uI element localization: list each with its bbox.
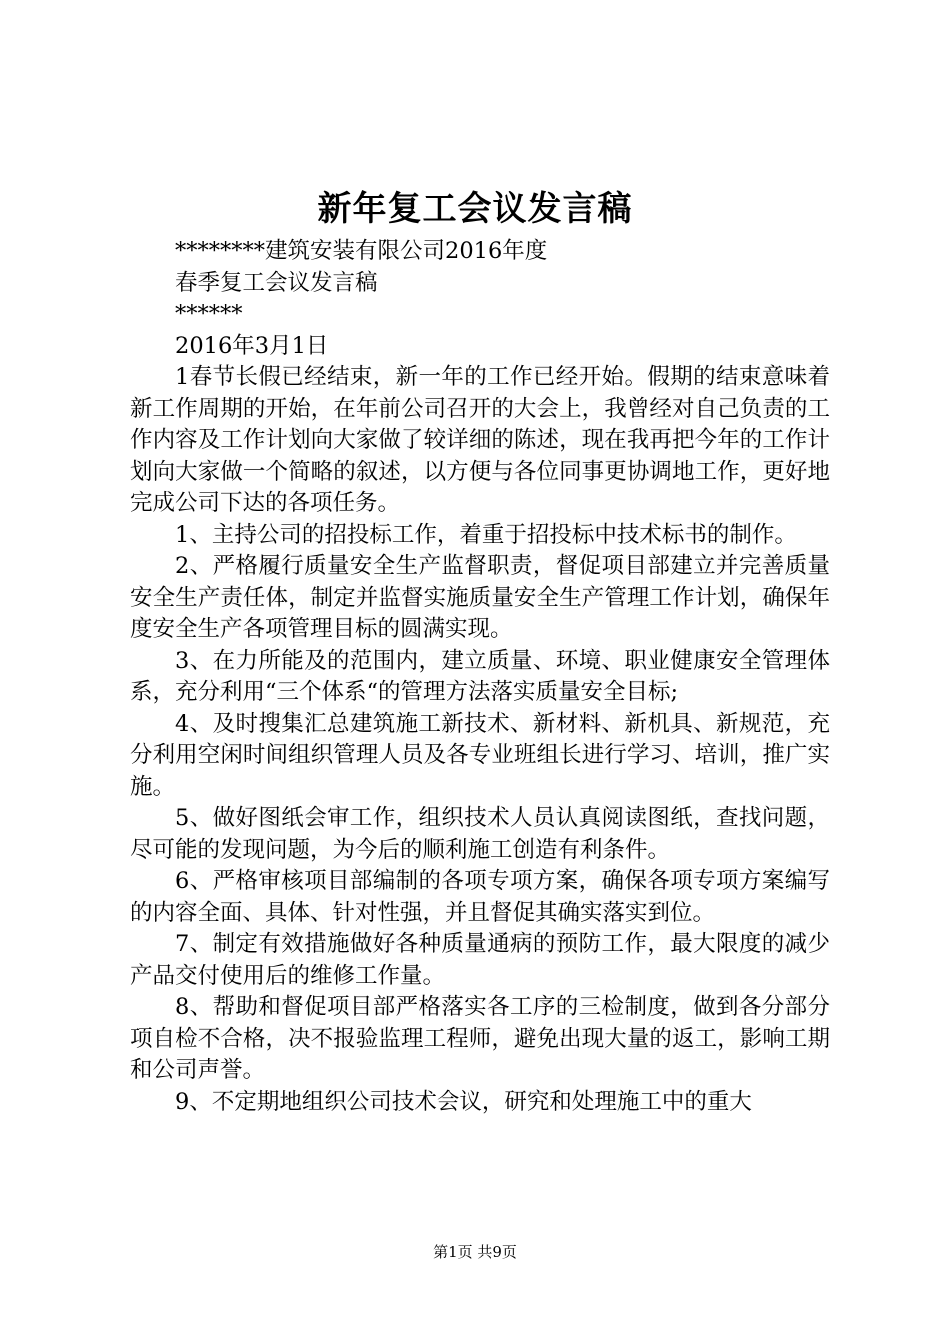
document-title: 新年复工会议发言稿 (317, 189, 633, 229)
header-line-author: ****** (175, 301, 243, 327)
paragraph-intro: 1春节长假已经结束，新一年的工作已经开始。假期的结束意味着新工作周期的开始，在年前公司召开的大会上，我曾经对自己负责的工作内容及工作计划向大家做了较详细的陈述，现在我再把今年的工作计划向大家做一个简略的叙述，以方便与各位同事更协调地工作，更好地完成公司下达的各项任务。 (130, 364, 830, 516)
header-line-date: 2016年3月1日 (175, 332, 329, 359)
page-footer: 第1页 共9页 (433, 1243, 517, 1261)
paragraph-item-7: 7、制定有效措施做好各种质量通病的预防工作，最大限度的减少产品交付使用后的维修工作量。 (130, 931, 830, 989)
paragraph-item-9: 9、不定期地组织公司技术会议，研究和处理施工中的重大 (175, 1088, 752, 1115)
document-body (130, 236, 830, 1118)
paragraph-item-5: 5、做好图纸会审工作，组织技术人员认真阅读图纸，查找问题，尽可能的发现问题，为今后的顺利施工创造有利条件。 (130, 805, 830, 863)
paragraph-item-4: 4、及时搜集汇总建筑施工新技术、新材料、新机具、新规范，充分利用空闲时间组织管理人员及各专业班组长进行学习、培训，推广实施。 (130, 710, 830, 800)
paragraph-item-8: 8、帮助和督促项目部严格落实各工序的三检制度，做到各分部分项自检不合格，决不报验监理工程师，避免出现大量的返工，影响工期和公司声誉。 (130, 994, 830, 1083)
paragraph-item-3: 3、在力所能及的范围内，建立质量、环境、职业健康安全管理体系，充分利用“三个体系“的管理方法落实质量安全目标; (130, 647, 830, 705)
paragraph-item-6: 6、严格审核项目部编制的各项专项方案，确保各项专项方案编写的内容全面、具体、针对性强，并且督促其确实落实到位。 (130, 868, 830, 926)
header-line-subject: 春季复工会议发言稿 (175, 269, 378, 296)
paragraph-item-2: 2、严格履行质量安全生产监督职责，督促项目部建立并完善质量安全生产责任体，制定并监督实施质量安全生产管理工作计划，确保年度安全生产各项管理目标的圆满实现。 (130, 553, 830, 642)
header-line-company: ********建筑安装有限公司2016年度 (175, 238, 548, 264)
paragraph-item-1: 1、主持公司的招投标工作，着重于招投标中技术标书的制作。 (175, 521, 797, 548)
